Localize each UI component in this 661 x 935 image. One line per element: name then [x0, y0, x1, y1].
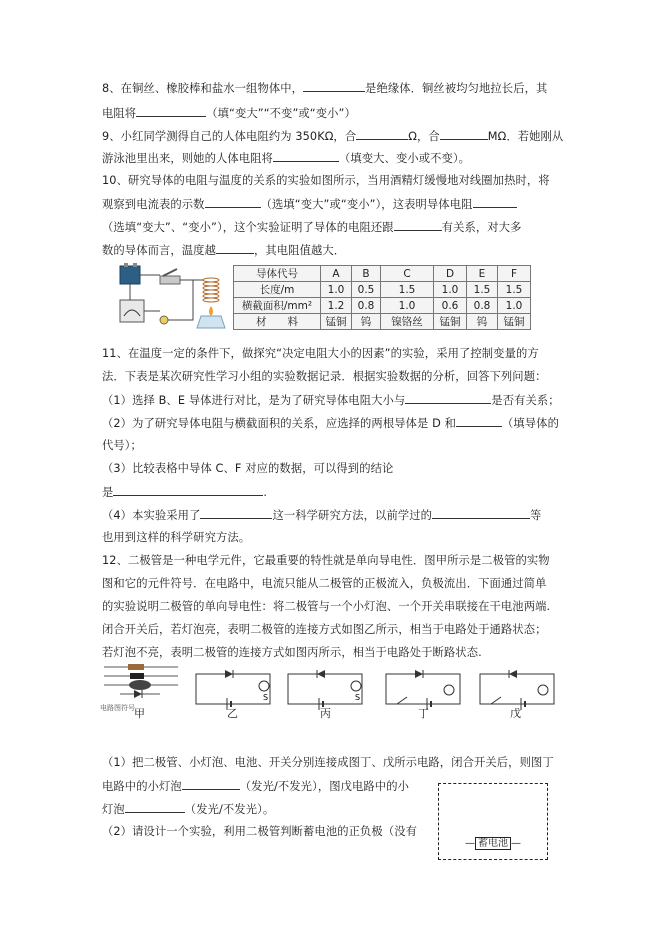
diode-photo-figure	[100, 662, 182, 702]
ammeter-icon	[120, 300, 144, 322]
table-cell: 锰铜	[434, 314, 467, 330]
table-header-cell: D	[434, 266, 467, 282]
q11-blank-5[interactable]	[432, 507, 530, 519]
table-cell: 横截面积/mm²	[234, 298, 321, 314]
q9-line1	[102, 128, 563, 144]
q11-text: （2）为了研究导体电阻与横截面积的关系，应选择的两根导体是 D 和	[102, 417, 456, 430]
q9-text: Ω，合	[408, 130, 440, 143]
table-cell: 长度/m	[234, 282, 321, 298]
q9-text: （填变大、变小或不变）。	[338, 152, 471, 165]
q8-text: 是绝缘体．铜丝被均匀地拉长后，其	[365, 82, 548, 95]
battery-label: — 蓄电池 —	[465, 838, 521, 849]
bulb-icon	[538, 685, 548, 695]
q10-text: ，其电阻值越大．	[253, 244, 346, 257]
circuit-wu-figure	[477, 664, 559, 710]
q8-text: （填“变大”“不变”或“变小”）	[206, 107, 356, 120]
q11-line6: （3）比较表格中导体 C、F 对应的数据，可以得到的结论	[102, 462, 394, 475]
table-header-cell: E	[467, 266, 498, 282]
circuit-yi-figure	[193, 664, 275, 710]
q12-answer-line1: （1）把二极管、小灯泡、电池、开关分别连接成图丁、戊所示电路，闭合开关后，则图丁	[102, 756, 554, 769]
alcohol-lamp-icon	[197, 316, 225, 328]
table-cell: 0.8	[352, 298, 381, 314]
table-cell: 0.6	[434, 298, 467, 314]
q12-answer-line4: （2）请设计一个实验，利用二极管判断蓄电池的正负极（没有	[102, 825, 418, 838]
q11-text: 这一科学研究方法，以前学过的	[272, 509, 433, 522]
q11-blank-1[interactable]	[405, 392, 491, 404]
q11-line4	[102, 415, 559, 431]
table-cell: 锰铜	[498, 314, 531, 330]
q9-text: 游泳池里出来，则她的人体电阻将	[102, 152, 273, 165]
table-header-cell: C	[381, 266, 434, 282]
q11-text: 是	[102, 486, 114, 499]
q11-text: 等	[530, 509, 542, 522]
q12-text: 电路中的小灯泡	[102, 780, 182, 793]
q12-answer-line3	[102, 801, 274, 817]
q10-blank-1[interactable]	[205, 196, 261, 208]
q10-blank-4[interactable]	[216, 242, 254, 254]
q12-line3: 的实验说明二极管的单向导电性：将二极管与一个小灯泡、一个开关串联接在干电池两端.	[102, 600, 551, 613]
q12-line4: 闭合开关后，若灯泡亮，表明二极管的连接方式如图乙所示，相当于电路处于通路状态；	[102, 623, 547, 636]
q11-blank-2[interactable]	[456, 415, 502, 427]
q10-blank-2[interactable]	[473, 196, 517, 208]
answer-box[interactable]	[438, 783, 548, 860]
q10-line1: 10、研究导体的电阻与温度的关系的实验如图所示，当用酒精灯缓慢地对线圈加热时，将	[102, 174, 550, 187]
q9-text: MΩ．若她刚从	[487, 130, 564, 143]
coil-icon	[203, 278, 219, 302]
table-cell: 0.8	[467, 298, 498, 314]
table-row	[234, 298, 531, 314]
q12-text: 灯泡	[102, 803, 125, 816]
table-cell: 1.0	[381, 298, 434, 314]
bulb-icon	[444, 685, 454, 695]
q8-text: 电阻将	[102, 107, 137, 120]
q9-blank-2[interactable]	[440, 128, 488, 140]
table-cell: 钨	[352, 314, 381, 330]
figure-caption: 丁	[418, 707, 429, 720]
q12-line5: 若灯泡不亮，表明二极管的连接方式如图丙所示，相当于电路处于断路状态.	[102, 646, 482, 659]
q9-blank-1[interactable]	[356, 128, 408, 140]
q10-text: 观察到电流表的示数	[102, 198, 205, 211]
q10-text: 数的导体而言，温度越	[102, 244, 216, 257]
switch-label: S	[263, 693, 269, 702]
q12-blank-2[interactable]	[125, 801, 185, 813]
led-icon	[129, 680, 151, 690]
table-cell: 1.0	[321, 282, 352, 298]
figure-caption: 戊	[510, 707, 521, 720]
circuit-bing-figure	[285, 664, 367, 710]
bulb-icon	[160, 316, 168, 324]
q11-line5: 代号）；	[102, 439, 142, 452]
table-cell: 1.5	[467, 282, 498, 298]
q8-line2	[102, 105, 356, 121]
q11-text: （1）选择 B、E 导体进行对比，是为了研究导体电阻大小与	[102, 394, 406, 407]
q12-blank-1[interactable]	[182, 778, 240, 790]
q11-line7	[102, 484, 267, 500]
table-header-cell: B	[352, 266, 381, 282]
q10-text: （选填“变大”或“变小”），这表明导体电阻	[260, 198, 473, 211]
table-cell: 1.5	[498, 282, 531, 298]
q10-text: （选填“变大”、“变小”），这个实验证明了导体的电阻还跟	[102, 221, 394, 234]
q11-blank-3[interactable]	[113, 484, 263, 496]
q11-text: 是否有关系；	[491, 394, 560, 407]
table-cell: 材 料	[234, 314, 321, 330]
circuit-ding-figure	[383, 664, 465, 710]
table-header-cell: 导体代号	[234, 266, 321, 282]
table-cell: 锰铜	[321, 314, 352, 330]
figure-caption: 丙	[320, 707, 331, 720]
diode-icon	[225, 670, 233, 678]
heating-experiment-figure	[98, 262, 230, 332]
q11-text: （4）本实验采用了	[102, 509, 201, 522]
diode-icon	[415, 670, 423, 678]
table-row	[234, 314, 531, 330]
q8-text: 8、在铜丝、橡胶棒和盐水一组物体中，	[102, 82, 304, 95]
figure-caption: 甲	[134, 707, 145, 720]
q10-line2	[102, 196, 517, 212]
table-header-row	[234, 266, 531, 282]
table-cell: 1.0	[434, 282, 467, 298]
switch-label: S	[355, 693, 361, 702]
table-cell: 1.2	[321, 298, 352, 314]
q10-blank-3[interactable]	[394, 219, 442, 231]
diode-symbol-icon	[134, 690, 142, 698]
conductor-data-table	[233, 265, 531, 330]
table-cell: 1.0	[498, 298, 531, 314]
flame-icon	[209, 306, 213, 316]
table-row	[234, 282, 531, 298]
q11-line2: 法．下表是某次研究性学习小组的实验数据记录．根据实验数据的分析，回答下列问题：	[102, 370, 547, 383]
q11-text: .	[263, 486, 268, 499]
q12-line1: 12、二极管是一种电学元件，它最重要的特性就是单向导电性．图甲所示是二极管的实物	[102, 554, 550, 567]
switch-icon	[160, 276, 180, 284]
q9-text: 9、小红同学测得自己的人体电阻约为 350KΩ，合	[102, 130, 357, 143]
bulb-icon	[351, 681, 361, 691]
q11-line3	[102, 392, 560, 408]
q11-line9: 也用到这样的科学研究方法。	[102, 531, 251, 544]
battery-icon	[120, 266, 140, 284]
q11-text: （填导体的	[501, 417, 559, 430]
table-cell: 镍铬丝	[381, 314, 434, 330]
q12-line2: 图和它的元件符号．在电路中，电流只能从二极管的正极流入，负极流出．下面通过简单	[102, 577, 547, 590]
q11-line8	[102, 507, 541, 523]
q11-line1: 11、在温度一定的条件下，做探究“决定电阻大小的因素”的实验，采用了控制变量的方	[102, 347, 539, 360]
q12-answer-line2	[102, 778, 409, 794]
q11-blank-4[interactable]	[200, 507, 272, 519]
diode-icon	[130, 673, 144, 679]
q12-text: （发光/不发光）。	[184, 803, 275, 816]
bulb-icon	[259, 681, 269, 691]
switch-icon	[397, 697, 407, 704]
q9-blank-3[interactable]	[273, 150, 339, 162]
diode-icon	[317, 670, 325, 678]
figure-caption: 乙	[227, 707, 238, 720]
q10-line4	[102, 242, 345, 258]
q10-text: 有关系，对大多	[441, 221, 522, 234]
table-cell: 0.5	[352, 282, 381, 298]
figure-label-symbol: 电路图符号	[100, 704, 135, 712]
switch-icon	[491, 697, 501, 704]
diode-icon	[128, 664, 144, 670]
table-cell: 钨	[467, 314, 498, 330]
q8-blank-2[interactable]	[136, 105, 206, 117]
diode-icon	[509, 670, 517, 678]
table-cell: 1.5	[381, 282, 434, 298]
q9-line2	[102, 150, 470, 166]
q8-blank-1[interactable]	[303, 80, 365, 92]
q10-line3	[102, 219, 521, 235]
table-header-cell: F	[498, 266, 531, 282]
table-header-cell: A	[321, 266, 352, 282]
q8-line1	[102, 80, 547, 96]
q12-text: （发光/不发光），图戊电路中的小	[239, 780, 409, 793]
